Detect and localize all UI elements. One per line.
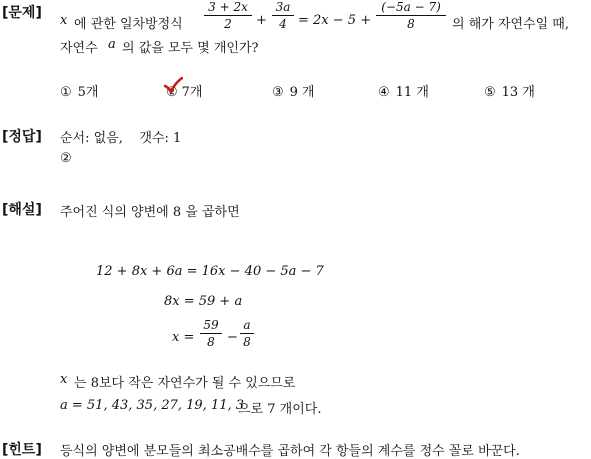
choice-4-text: 11 개 — [395, 85, 429, 100]
plus-sign: + — [256, 13, 267, 28]
choice-4[interactable] — [378, 81, 429, 100]
problem-var-x: x — [60, 13, 68, 28]
explanation-intro: 주어진 식의 양변에 8 을 곱하면 — [60, 205, 240, 220]
fraction-2-numerator: 3a — [275, 0, 291, 14]
equation-2: 8x = 59 + a — [164, 294, 243, 309]
choice-5-marker: ⑤ — [484, 85, 496, 100]
fraction-1-denominator: 2 — [224, 17, 232, 31]
eq3-fraction-1-denominator: 8 — [207, 335, 215, 349]
choice-4-marker: ④ — [378, 85, 390, 100]
fraction-3-denominator: 8 — [407, 17, 415, 31]
equation-3-fraction-2 — [240, 318, 254, 349]
problem-line2-text-b: 의 값을 모두 몇 개인가? — [122, 41, 259, 56]
problem-var-a: a — [108, 37, 116, 52]
fraction-3-numerator: (−5a − 7) — [381, 0, 441, 14]
fraction-2-denominator: 4 — [279, 17, 287, 31]
problem-text-b: 의 해가 자연수일 때, — [452, 17, 569, 32]
answer-label: [정답] — [2, 129, 42, 145]
eq3-fraction-1-numerator: 59 — [203, 318, 219, 332]
answer-line-2: ② — [60, 151, 72, 166]
hint-text: 등식의 양변에 분모들의 최소공배수를 곱하여 각 항들의 계수를 정수 꼴로 바꾼다. — [60, 444, 520, 459]
fraction-1-numerator: 3 + 2x — [208, 0, 248, 14]
equation-3-minus: − — [227, 330, 238, 345]
conclusion-line-2: 으로 7 개이다. — [238, 402, 322, 417]
hint-label: [힌트] — [2, 442, 42, 458]
equation-3-fraction-1 — [200, 318, 222, 349]
choice-1-text: 5개 — [77, 85, 99, 100]
choice-5[interactable] — [484, 81, 535, 100]
conclusion-line-1: 는 8보다 작은 자연수가 될 수 있으므로 — [74, 376, 296, 391]
conclusion-values: a = 51, 43, 35, 27, 19, 11, 3 — [60, 398, 245, 413]
problem-mid-expression: = 2x − 5 + — [298, 13, 372, 28]
choice-3-marker: ③ — [272, 85, 284, 100]
check-mark-icon — [163, 77, 183, 95]
choice-5-text: 13 개 — [501, 85, 535, 100]
problem-fraction-3 — [376, 0, 446, 31]
problem-text-a: 에 관한 일차방정식 — [74, 17, 183, 32]
choice-3-text: 9 개 — [289, 85, 315, 100]
choice-2-marker: ② — [166, 85, 178, 100]
choice-1-marker: ① — [60, 85, 72, 100]
problem-label: [문제] — [2, 5, 42, 21]
eq3-fraction-2-denominator: 8 — [243, 335, 251, 349]
problem-line2-text-a: 자연수 — [60, 41, 98, 56]
explanation-label: [해설] — [2, 202, 42, 218]
choice-1[interactable] — [60, 81, 99, 100]
choice-3[interactable] — [272, 81, 315, 100]
choice-2-text: 7개 — [181, 85, 203, 100]
conclusion-var-x: x — [60, 372, 68, 387]
problem-fraction-1 — [204, 0, 252, 31]
eq3-fraction-2-numerator: a — [243, 318, 251, 332]
equation-3-lhs: x = — [172, 330, 195, 345]
problem-fraction-2 — [272, 0, 294, 31]
equation-1: 12 + 8x + 6a = 16x − 40 − 5a − 7 — [96, 264, 324, 279]
answer-line-1: 순서: 없음, 갯수: 1 — [60, 131, 182, 146]
